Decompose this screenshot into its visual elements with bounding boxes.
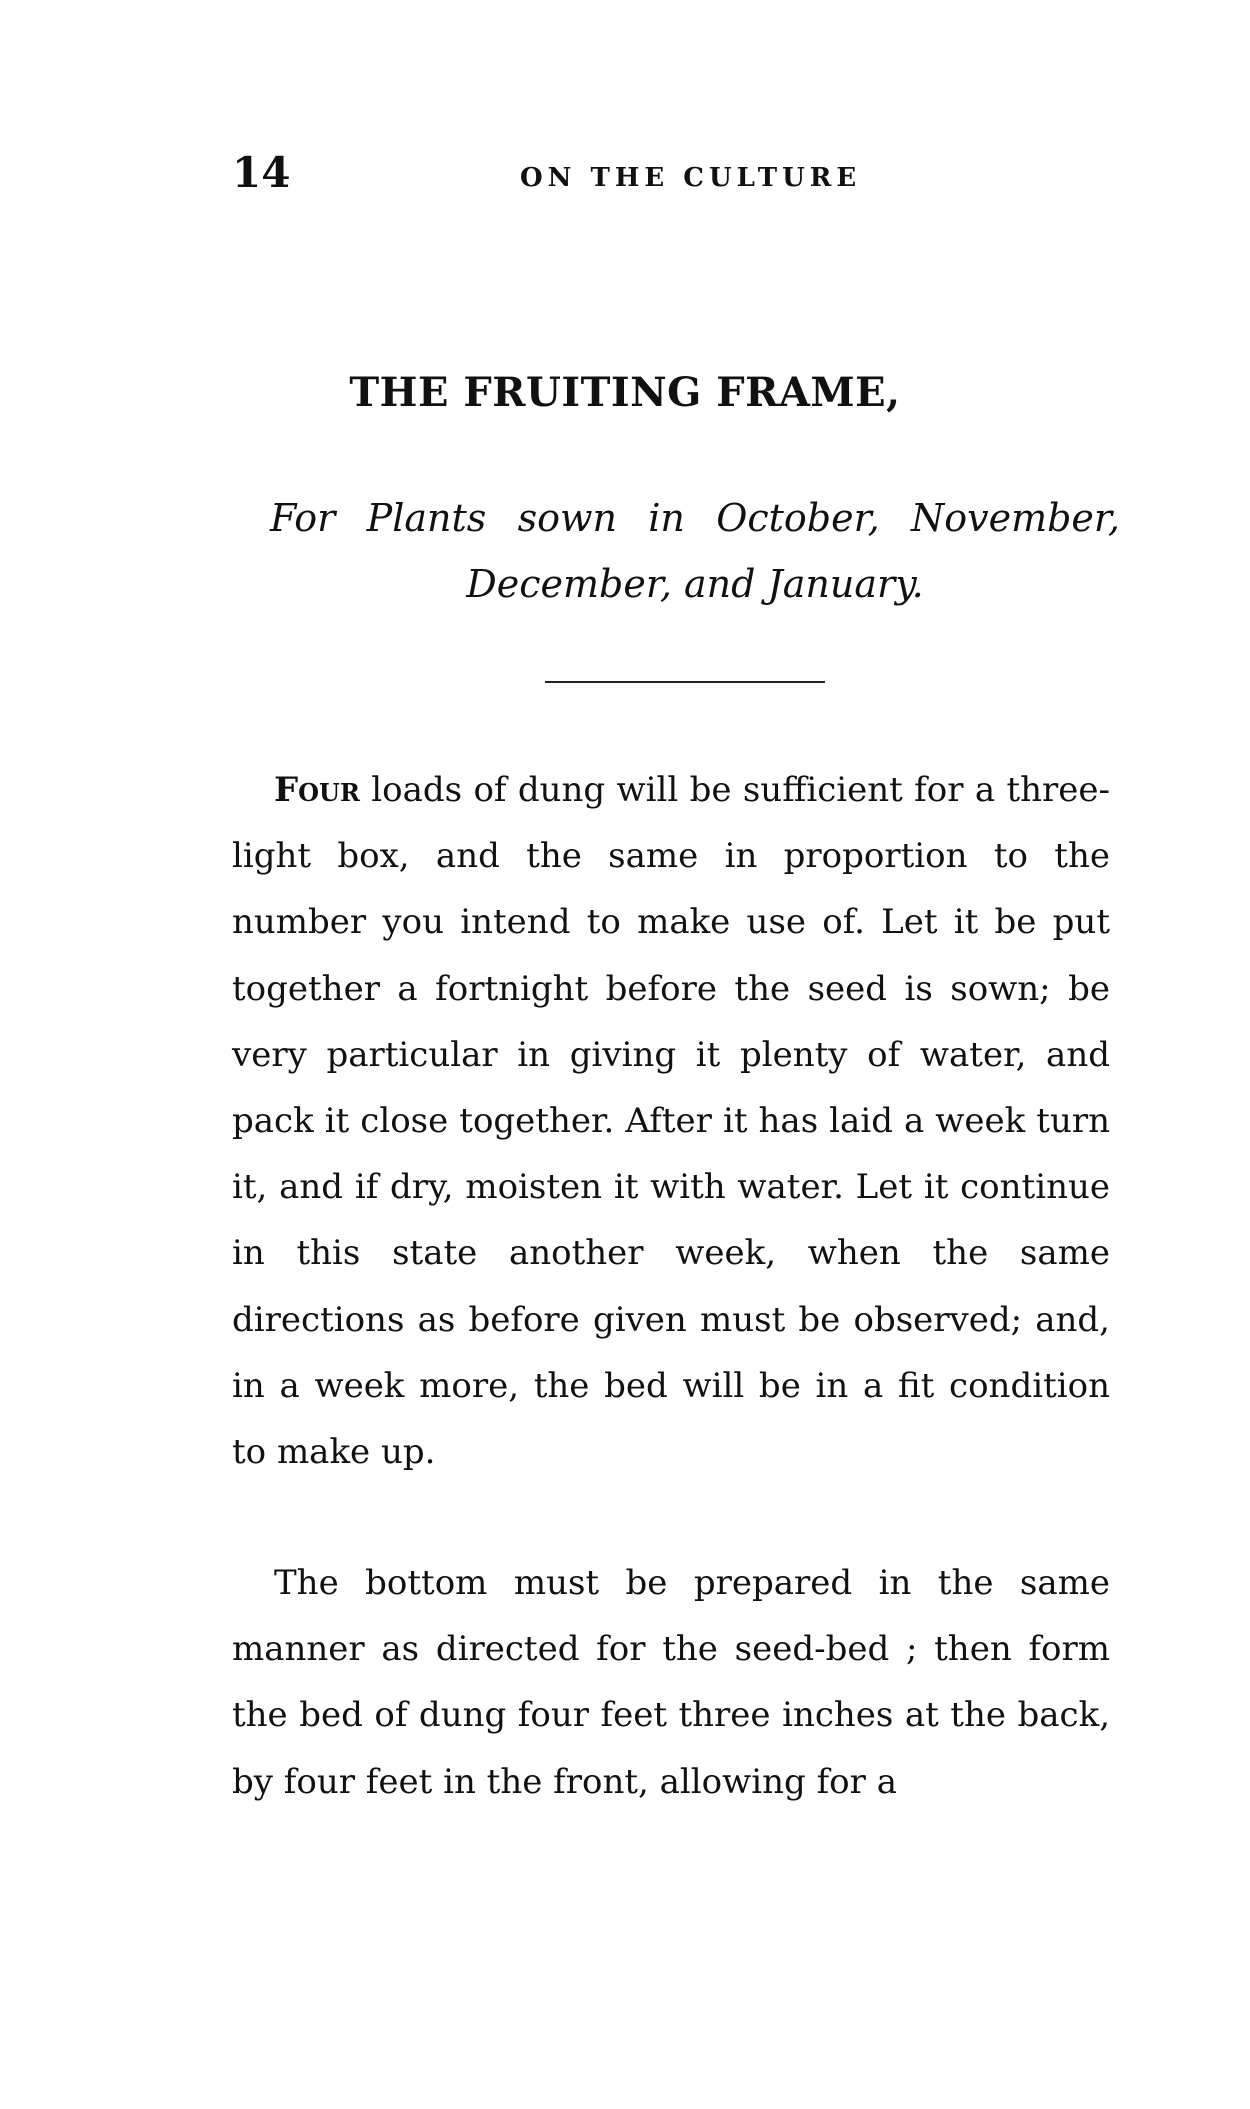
- subtitle-line-2: December, and January.: [466, 562, 924, 606]
- body-paragraph-2: The bottom must be prepared in the same manner as directed for the seed-bed ; then form the bed of dung four feet three inches at the back, by four feet in the front, allowing for a: [232, 1563, 1110, 1802]
- page-number: 14: [232, 148, 291, 197]
- paragraph-lead-word: Four: [274, 770, 360, 810]
- section-divider: [545, 681, 825, 683]
- section-subtitle: [270, 485, 1120, 617]
- body-paragraph-1: [232, 757, 1110, 1485]
- running-head: ON THE CULTURE: [520, 163, 862, 193]
- subtitle-line-1: For Plants sown in October, November,: [270, 496, 1120, 540]
- section-title: THE FRUITING FRAME,: [349, 369, 901, 416]
- paragraph-1-text: loads of dung will be sufficient for a three-light box, and the same in proportion to the number you intend to make use of. Let it be put together a fortnight before the seed is sown; be very particular in giving it plenty of water, and pack it close together. After it has laid a week turn it, and if dry, moisten it with water. Let it continue in this state another week, when the same directions as before given must be observed; and, in a week more, the bed will be in a fit condition to make up.: [232, 770, 1110, 1473]
